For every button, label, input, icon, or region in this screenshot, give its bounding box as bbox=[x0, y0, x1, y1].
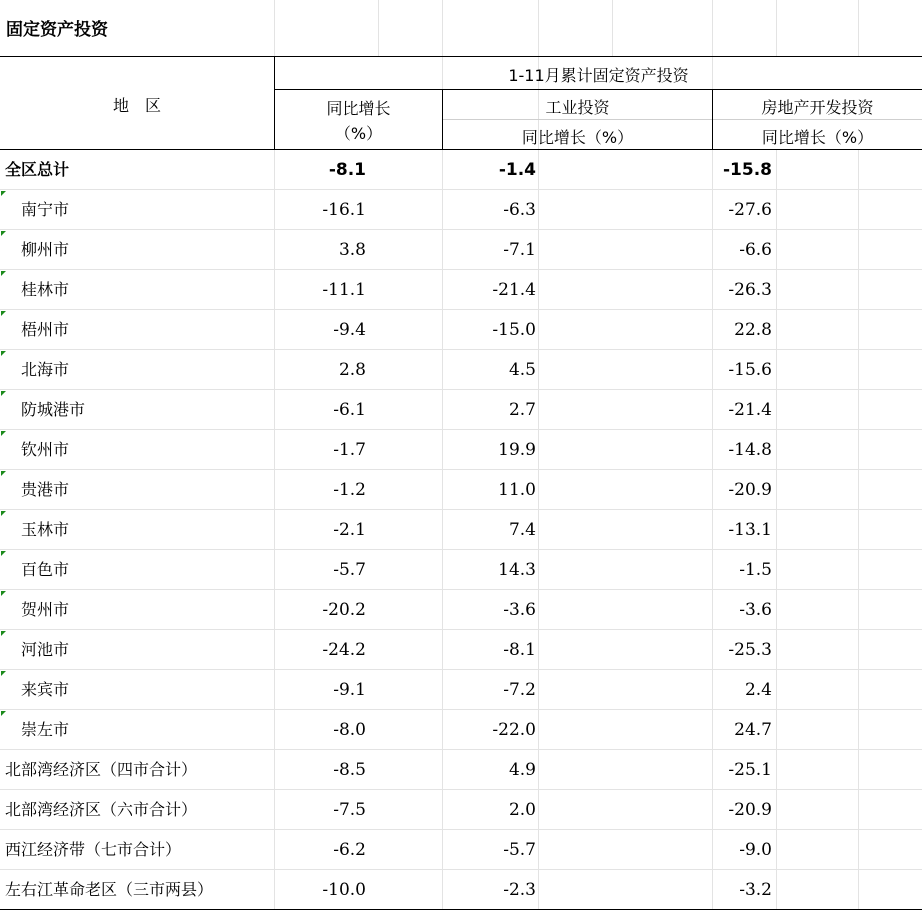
industrial-yoy-cell[interactable]: -6.3 bbox=[503, 200, 536, 220]
grid-line bbox=[858, 0, 859, 56]
industrial-yoy-cell[interactable]: -8.1 bbox=[503, 640, 536, 660]
cell-indicator-flag bbox=[1, 711, 6, 716]
industrial-yoy-cell[interactable]: -7.1 bbox=[503, 240, 536, 260]
header-group: 1-11月累计固定资产投资 bbox=[508, 66, 689, 85]
table-row bbox=[0, 150, 922, 190]
table-row bbox=[0, 310, 922, 350]
header-yoy: 同比增长 bbox=[326, 99, 391, 118]
realestate-yoy-cell[interactable]: 24.7 bbox=[734, 720, 772, 740]
cell-indicator-flag bbox=[1, 271, 6, 276]
region-name[interactable]: 梧州市 bbox=[21, 320, 70, 339]
industrial-yoy-cell[interactable]: -7.2 bbox=[503, 680, 536, 700]
table-row bbox=[0, 670, 922, 710]
total-yoy-cell[interactable]: 3.8 bbox=[338, 240, 366, 260]
header-region: 地 区 bbox=[112, 96, 161, 115]
table-row bbox=[0, 870, 922, 910]
total-yoy-cell[interactable]: -2.1 bbox=[333, 520, 366, 540]
table-row bbox=[0, 390, 922, 430]
grid-line bbox=[378, 0, 379, 56]
region-name[interactable]: 钦州市 bbox=[21, 440, 70, 459]
industrial-yoy-cell[interactable]: 11.0 bbox=[498, 480, 536, 500]
table-row bbox=[0, 590, 922, 630]
region-name[interactable]: 北海市 bbox=[21, 360, 70, 379]
total-yoy-cell[interactable]: -5.7 bbox=[333, 560, 366, 580]
region-name[interactable]: 左右江革命老区（三市两县） bbox=[5, 880, 214, 899]
total-yoy-cell[interactable]: -20.2 bbox=[322, 600, 366, 620]
realestate-yoy-cell[interactable]: -6.6 bbox=[739, 240, 772, 260]
table-row bbox=[0, 550, 922, 590]
realestate-yoy-cell[interactable]: -21.4 bbox=[728, 400, 772, 420]
cell-indicator-flag bbox=[1, 631, 6, 636]
total-yoy-cell[interactable]: -8.5 bbox=[333, 760, 366, 780]
region-name[interactable]: 防城港市 bbox=[21, 400, 86, 419]
total-yoy-cell[interactable]: -6.2 bbox=[333, 840, 366, 860]
industrial-yoy-cell[interactable]: -1.4 bbox=[498, 160, 536, 180]
header-yoy-unit: （%） bbox=[334, 124, 383, 143]
header-industrial-sub: 同比增长（%） bbox=[521, 128, 634, 147]
total-yoy-cell[interactable]: 2.8 bbox=[338, 360, 366, 380]
region-name[interactable]: 贺州市 bbox=[21, 600, 70, 619]
industrial-yoy-cell[interactable]: -2.3 bbox=[503, 880, 536, 900]
table-row bbox=[0, 230, 922, 270]
cell-indicator-flag bbox=[1, 511, 6, 516]
header-industrial: 工业投资 bbox=[545, 98, 610, 117]
industrial-yoy-cell[interactable]: 4.9 bbox=[508, 760, 536, 780]
total-yoy-cell[interactable]: -1.7 bbox=[333, 440, 366, 460]
cell-indicator-flag bbox=[1, 671, 6, 676]
realestate-yoy-cell[interactable]: -26.3 bbox=[728, 280, 772, 300]
cell-indicator-flag bbox=[1, 231, 6, 236]
industrial-yoy-cell[interactable]: 2.7 bbox=[508, 400, 536, 420]
region-name[interactable]: 来宾市 bbox=[21, 680, 70, 699]
header-border bbox=[275, 89, 922, 90]
region-name[interactable]: 西江经济带（七市合计） bbox=[5, 840, 182, 859]
cell-indicator-flag bbox=[1, 311, 6, 316]
region-name[interactable]: 北部湾经济区（六市合计） bbox=[5, 800, 198, 819]
cell-indicator-flag bbox=[1, 191, 6, 196]
total-yoy-cell[interactable]: -9.1 bbox=[333, 680, 366, 700]
region-name[interactable]: 南宁市 bbox=[21, 200, 70, 219]
realestate-yoy-cell[interactable]: 2.4 bbox=[744, 680, 772, 700]
total-yoy-cell[interactable]: -10.0 bbox=[322, 880, 366, 900]
realestate-yoy-cell[interactable]: -14.8 bbox=[728, 440, 772, 460]
cell-indicator-flag bbox=[1, 431, 6, 436]
subheader-divider bbox=[713, 119, 922, 120]
industrial-yoy-cell[interactable]: -21.4 bbox=[492, 280, 536, 300]
region-name[interactable]: 玉林市 bbox=[21, 520, 70, 539]
table-row bbox=[0, 190, 922, 230]
cell-indicator-flag bbox=[1, 351, 6, 356]
realestate-yoy-cell[interactable]: -15.8 bbox=[723, 160, 772, 180]
industrial-yoy-cell[interactable]: 2.0 bbox=[508, 800, 536, 820]
region-name[interactable]: 河池市 bbox=[21, 640, 70, 659]
total-yoy-cell[interactable]: -7.5 bbox=[333, 800, 366, 820]
cell-indicator-flag bbox=[1, 471, 6, 476]
table-row bbox=[0, 710, 922, 750]
total-yoy-cell[interactable]: -16.1 bbox=[322, 200, 366, 220]
industrial-yoy-cell[interactable]: 19.9 bbox=[498, 440, 536, 460]
industrial-yoy-cell[interactable]: -3.6 bbox=[503, 600, 536, 620]
region-name[interactable]: 全区总计 bbox=[5, 160, 70, 179]
total-yoy-cell[interactable]: -1.2 bbox=[333, 480, 366, 500]
grid-line bbox=[776, 0, 777, 56]
table-row bbox=[0, 350, 922, 390]
table-row bbox=[0, 790, 922, 830]
table-row bbox=[0, 510, 922, 550]
total-yoy-cell[interactable]: -9.4 bbox=[333, 320, 366, 340]
realestate-yoy-cell[interactable]: -1.5 bbox=[739, 560, 772, 580]
table-row bbox=[0, 830, 922, 870]
realestate-yoy-cell[interactable]: -20.9 bbox=[728, 800, 772, 820]
total-yoy-cell[interactable]: -24.2 bbox=[322, 640, 366, 660]
region-name[interactable]: 北部湾经济区（四市合计） bbox=[5, 760, 198, 779]
industrial-yoy-cell[interactable]: 4.5 bbox=[508, 360, 536, 380]
region-name[interactable]: 柳州市 bbox=[21, 240, 70, 259]
cell-indicator-flag bbox=[1, 391, 6, 396]
region-name[interactable]: 贵港市 bbox=[21, 480, 70, 499]
realestate-yoy-cell[interactable]: -3.6 bbox=[739, 600, 772, 620]
region-name[interactable]: 百色市 bbox=[21, 560, 70, 579]
table-top-border bbox=[0, 56, 922, 57]
subheader-divider bbox=[443, 119, 712, 120]
header-realestate: 房地产开发投资 bbox=[761, 98, 874, 117]
realestate-yoy-cell[interactable]: -20.9 bbox=[728, 480, 772, 500]
realestate-yoy-cell[interactable]: -15.6 bbox=[728, 360, 772, 380]
table-row bbox=[0, 470, 922, 510]
total-yoy-cell[interactable]: -8.1 bbox=[328, 160, 366, 180]
realestate-yoy-cell[interactable]: -9.0 bbox=[739, 840, 772, 860]
industrial-yoy-cell[interactable]: -22.0 bbox=[492, 720, 536, 740]
cell-indicator-flag bbox=[1, 591, 6, 596]
industrial-yoy-cell[interactable]: -5.7 bbox=[503, 840, 536, 860]
realestate-yoy-cell[interactable]: -25.1 bbox=[728, 760, 772, 780]
total-yoy-cell[interactable]: -6.1 bbox=[333, 400, 366, 420]
realestate-yoy-cell[interactable]: -13.1 bbox=[728, 520, 772, 540]
table-row bbox=[0, 630, 922, 670]
cell-indicator-flag bbox=[1, 551, 6, 556]
table-row bbox=[0, 430, 922, 470]
header-realestate-sub: 同比增长（%） bbox=[761, 128, 874, 147]
industrial-yoy-cell[interactable]: 7.4 bbox=[508, 520, 536, 540]
realestate-yoy-cell[interactable]: -27.6 bbox=[728, 200, 772, 220]
realestate-yoy-cell[interactable]: -25.3 bbox=[728, 640, 772, 660]
region-name[interactable]: 桂林市 bbox=[21, 280, 70, 299]
table-row bbox=[0, 270, 922, 310]
industrial-yoy-cell[interactable]: -15.0 bbox=[492, 320, 536, 340]
grid-line bbox=[612, 0, 613, 56]
realestate-yoy-cell[interactable]: 22.8 bbox=[734, 320, 772, 340]
industrial-yoy-cell[interactable]: 14.3 bbox=[498, 560, 536, 580]
region-name[interactable]: 崇左市 bbox=[21, 720, 70, 739]
realestate-yoy-cell[interactable]: -3.2 bbox=[739, 880, 772, 900]
table-row bbox=[0, 750, 922, 790]
total-yoy-cell[interactable]: -11.1 bbox=[322, 280, 366, 300]
sheet-title: 固定资产投资 bbox=[6, 20, 108, 40]
total-yoy-cell[interactable]: -8.0 bbox=[333, 720, 366, 740]
